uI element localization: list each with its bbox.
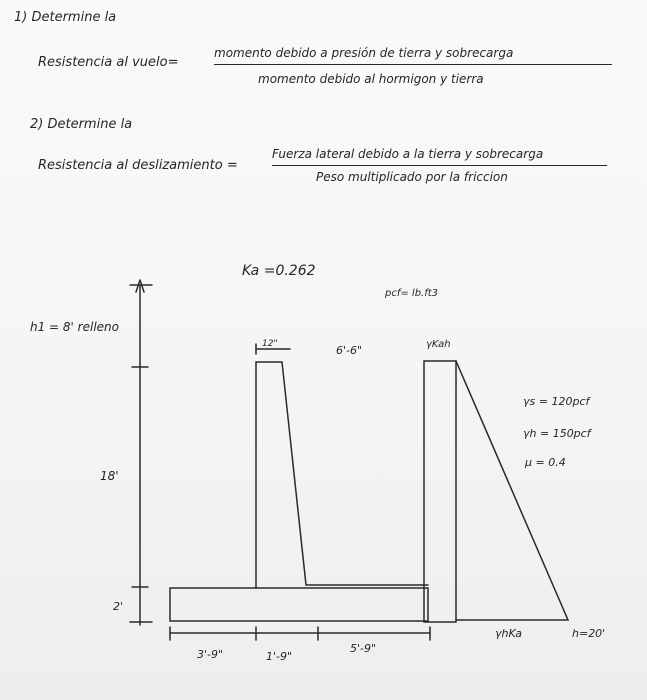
q2-denominator: Peso multiplicado por la friccion: [316, 170, 508, 184]
q2-label: Resistencia al deslizamiento =: [38, 158, 238, 173]
mu-label: μ = 0.4: [525, 456, 566, 469]
pcf-label: pcf= lb.ft3: [385, 288, 439, 299]
q1-denominator: momento debido al hormigon y tierra: [258, 72, 484, 86]
gamma-ka-h-label: γKah: [426, 339, 451, 350]
wall-footing: [170, 588, 428, 621]
q2-numerator: Fuerza lateral debido a la tierra y sobrecarga: [272, 147, 544, 161]
ka-label: Ka =0.262: [242, 263, 316, 279]
q1-heading: 1) Determine la: [14, 10, 117, 25]
wall-stem: [256, 362, 428, 588]
total-height-label: h=20': [572, 627, 606, 640]
toe-dimension-label: 3'-9": [197, 648, 224, 661]
stem-dimension-label: 1'-9": [266, 650, 293, 663]
gamma-s-label: γs = 120pcf: [523, 395, 590, 408]
gamma-h-ka-label: γhKa: [495, 627, 523, 640]
q1-label: Resistencia al vuelo=: [38, 55, 179, 70]
stem-top-label: 12": [262, 339, 278, 349]
backfill-column: [424, 361, 456, 622]
height-2-label: 2': [113, 600, 124, 613]
heel-top-label: 6'-6": [336, 344, 363, 357]
heel-dimension-label: 5'-9": [350, 642, 377, 655]
height-18-label: 18': [100, 469, 119, 483]
h1-label: h1 = 8' relleno: [30, 320, 119, 334]
q1-numerator: momento debido a presión de tierra y sobrecarga: [214, 46, 514, 60]
gamma-h-label: γh = 150pcf: [523, 427, 591, 440]
q2-heading: 2) Determine la: [30, 117, 133, 132]
